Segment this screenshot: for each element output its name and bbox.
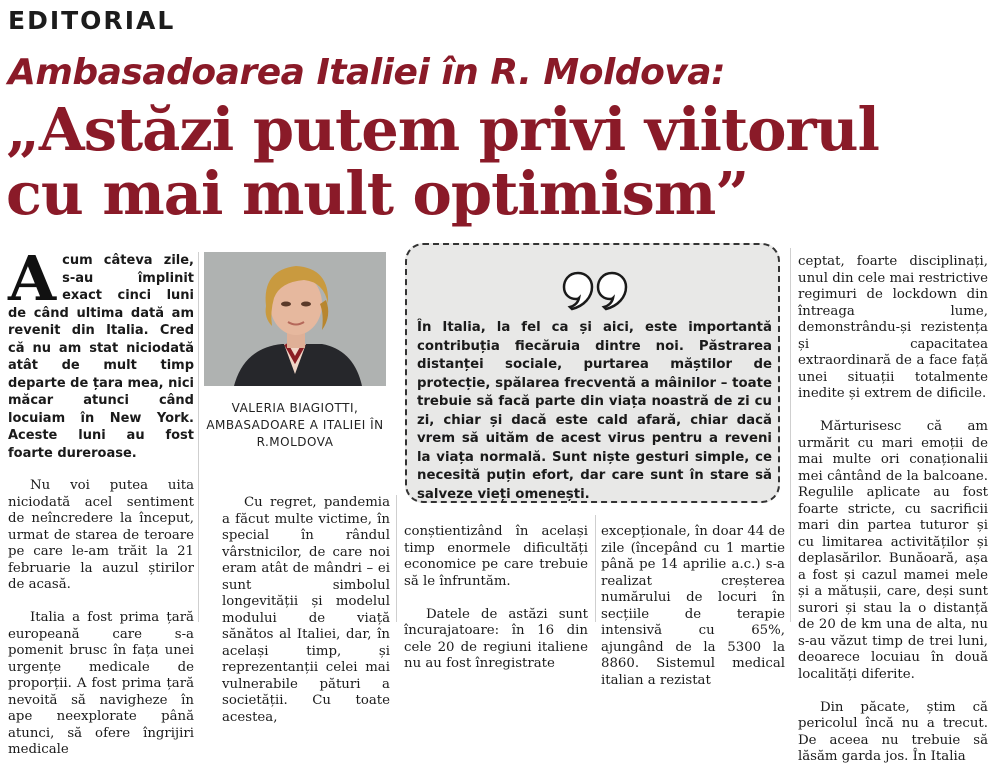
author-photo xyxy=(204,252,386,386)
column-3 xyxy=(404,524,588,689)
lead-paragraph xyxy=(8,242,194,462)
body-paragraph: excepționale, în doar 44 de zile (începând cu 1 martie până pe 14 aprilie a.c.) s-a realizat creșterea numărului de locuri în secțiile de terapie intensivă cu 65%, ajungând de la 5300 la 8860. Sistemul medical italian a rezistat xyxy=(601,524,785,688)
body-paragraph: conștientizând în același timp enormele dificultăți economice pe care trebuie să le înfruntăm. xyxy=(404,524,588,589)
drop-cap: A xyxy=(8,242,57,315)
column-divider xyxy=(595,515,596,622)
column-4 xyxy=(601,524,785,706)
column-divider xyxy=(396,495,397,622)
headline-kicker: Ambasadoarea Italiei în R. Moldova: xyxy=(8,52,725,93)
portrait-image xyxy=(204,252,386,386)
pull-quote-box xyxy=(405,243,780,503)
body-paragraph: Din păcate, știm că pericolul încă nu a trecut. De aceea nu trebuie să lăsăm garda jos. În Italia xyxy=(798,699,988,764)
body-paragraph: Datele de astăzi sunt încurajatoare: în 16 din cele 20 de regiuni italiene nu au fost înregistrate xyxy=(404,606,588,671)
section-label: EDITORIAL xyxy=(8,6,176,35)
body-paragraph: ceptat, foarte disciplinați, unul din cele mai restrictive regimuri de lockdown din întreaga lume, demonstrându-și rezistența și capacitatea extraordinară de a face față unei situații totalmente inedite și extrem de dificile. xyxy=(798,254,988,401)
pull-quote-text: În Italia, la fel ca și aici, este importantă contribuția fiecăruia dintre noi. Păstrarea distanței sociale, purtarea măștilor de protecție, spălarea frecventă a mâinilor – toate trebuie să facă parte din viața noastră de zi cu zi, chiar și dacă este cald afară, chiar dacă vrem să uităm de acest virus pentru a reveni la viața normală. Sunt niște gesturi simple, ce necesită puțin efort, dar care sunt în stare să salveze vieți omenești. xyxy=(417,320,772,502)
body-paragraph: Nu voi putea uita niciodată acel sentiment de neîncredere la început, urmat de starea de teroare pe care le-am trăit la 21 februarie la auzul știrilor de acasă. xyxy=(8,478,194,592)
headline xyxy=(6,95,996,228)
headline-line-2: cu mai mult optimism” xyxy=(6,159,749,228)
body-paragraph: Cu regret, pandemia a făcut multe victime, în special în rândul vârstnicilor, de care noi eram atât de mândri – ei sunt simbolul longevității și modelul modului de viață sănătos al Italiei, dar, în același timp, și reprezentanții celei mai vulnerabile pături a societății. Cu toate acestea, xyxy=(222,495,390,725)
photo-caption: VALERIA BIAGIOTTI, AMBASADOARE A ITALIEI ÎN R.MOLDOVA xyxy=(206,401,384,449)
column-divider xyxy=(790,248,791,622)
column-5 xyxy=(798,254,988,782)
body-paragraph: Italia a fost prima țară europeană care s-a pomenit brusc în fața unei urgențe medicale de proporții. A fost prima țară nevoită să navigheze în ape neexplorate până atunci, să ofere îngrijiri medicale xyxy=(8,610,194,757)
lead-text: cum câteva zile, s-au împlinit exact cinci luni de când ultima dată am revenit din Italia. Cred că nu am stat niciodată atât de mult timp departe de țara mea, nici măcar atunci când locuiam în New York. Aceste luni au fost foarte dureroase. xyxy=(8,253,194,461)
headline-line-1: „Astăzi putem privi viitorul xyxy=(6,95,879,164)
quote-marks-icon xyxy=(562,269,628,309)
column-1 xyxy=(8,242,194,775)
column-2 xyxy=(222,495,390,743)
column-divider xyxy=(198,252,199,622)
body-paragraph: Mărturisesc că am urmărit cu mari emoții de mai multe ori conaționalii mei cântând de la balcoane. Regulile aplicate au fost foarte stricte, cu sacrificii mari din partea tuturor și cu limitarea activităților și deplasărilor. Bunăoară, așa a fost și cazul mamei mele și a mătușii, care, deși sunt surori și stau la o distanță de 20 de km una de alta, nu s-au văzut timp de trei luni, deoarece locuiau în două localități diferite. xyxy=(798,419,988,682)
